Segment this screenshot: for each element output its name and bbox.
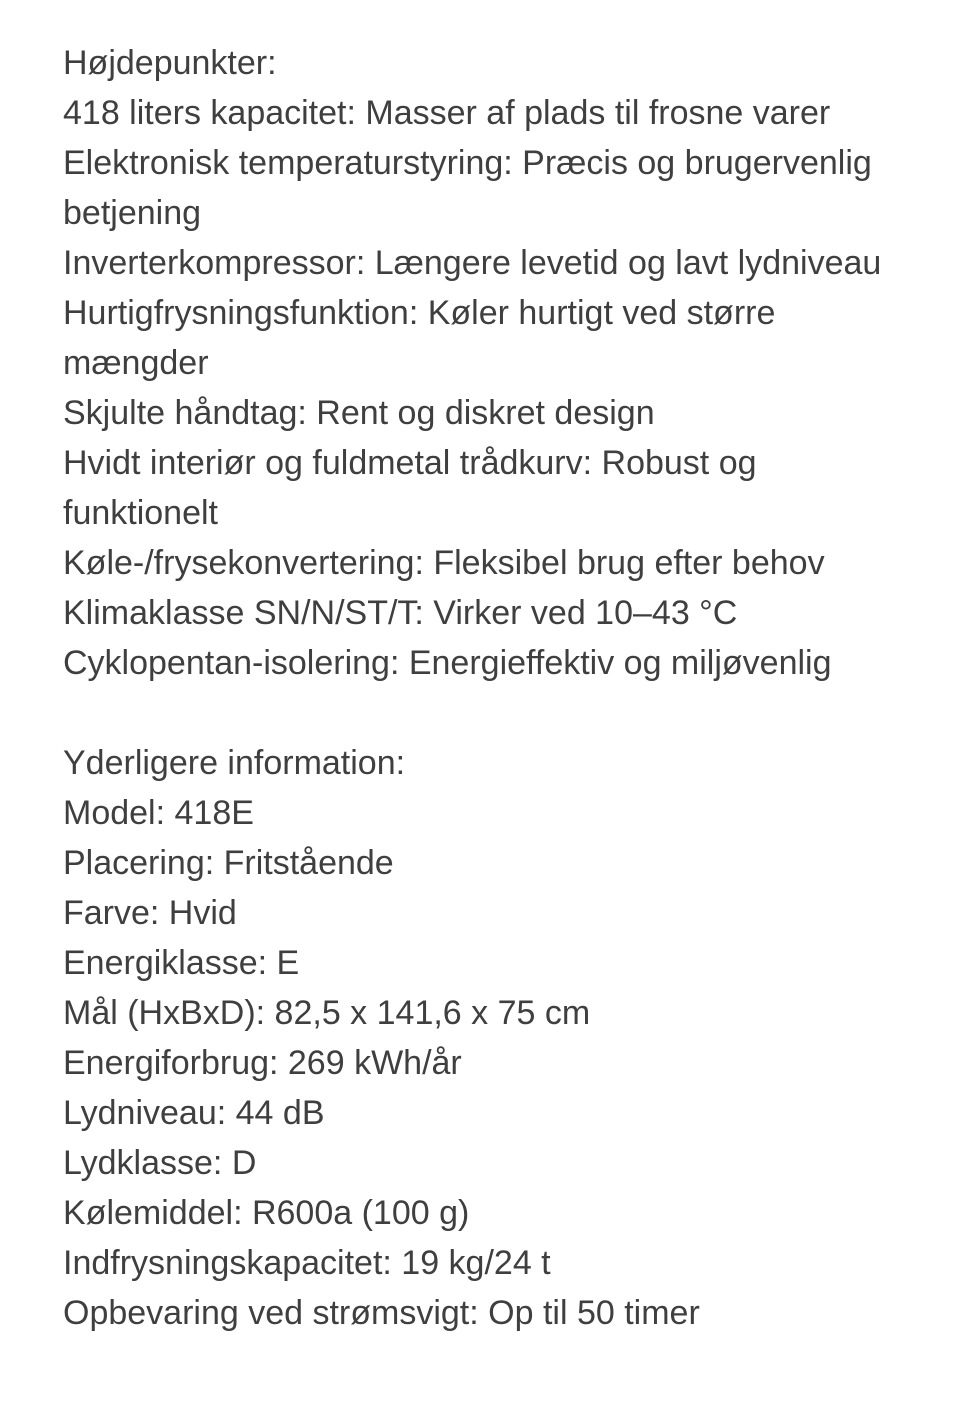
highlight-item: Elektronisk temperaturstyring: Præcis og brugervenlig betjening — [63, 144, 872, 232]
highlight-item: Inverterkompressor: Længere levetid og lavt lydniveau — [63, 244, 882, 282]
info-item: Placering: Fritstående — [63, 844, 394, 882]
info-item: Model: 418E — [63, 794, 254, 832]
info-item: Lydklasse: D — [63, 1144, 257, 1182]
info-item: Opbevaring ved strømsvigt: Op til 50 timer — [63, 1294, 700, 1332]
highlight-item: Skjulte håndtag: Rent og diskret design — [63, 394, 655, 432]
info-item: Indfrysningskapacitet: 19 kg/24 t — [63, 1244, 551, 1282]
highlight-item: Hurtigfrysningsfunktion: Køler hurtigt ved større mængder — [63, 294, 776, 382]
info-item: Lydniveau: 44 dB — [63, 1094, 325, 1132]
highlight-item: 418 liters kapacitet: Masser af plads til frosne varer — [63, 94, 831, 132]
info-item: Mål (HxBxD): 82,5 x 141,6 x 75 cm — [63, 994, 591, 1032]
additional-info-heading: Yderligere information: — [63, 744, 406, 782]
info-item: Energiforbrug: 269 kWh/år — [63, 1044, 462, 1082]
highlight-item: Cyklopentan-isolering: Energieffektiv og miljøvenlig — [63, 644, 832, 682]
info-item: Energiklasse: E — [63, 944, 300, 982]
highlight-item: Klimaklasse SN/N/ST/T: Virker ved 10–43 °C — [63, 594, 738, 632]
highlight-item: Hvidt interiør og fuldmetal trådkurv: Robust og funktionelt — [63, 444, 757, 532]
info-item: Kølemiddel: R600a (100 g) — [63, 1194, 470, 1232]
info-item: Farve: Hvid — [63, 894, 237, 932]
highlights-heading: Højdepunkter: — [63, 44, 277, 82]
section-spacer — [63, 688, 913, 738]
product-description — [63, 38, 913, 1338]
highlight-item: Køle-/frysekonvertering: Fleksibel brug efter behov — [63, 544, 825, 582]
